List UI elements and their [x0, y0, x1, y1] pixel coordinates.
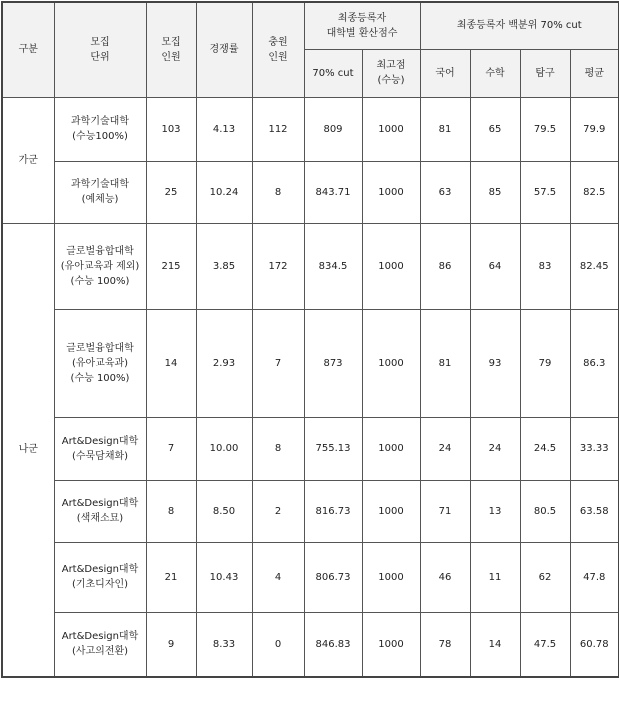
inquiry-cell: 47.5 [520, 612, 570, 677]
unit-cell [54, 480, 146, 542]
rate-cell: 10.43 [196, 542, 252, 612]
unit-line: 글로벌융합대학 [66, 245, 134, 257]
math-cell: 13 [470, 480, 520, 542]
unit-line: (예체능) [81, 194, 119, 205]
math-cell: 11 [470, 542, 520, 612]
avg-cell: 60.78 [570, 612, 619, 677]
header-quota: 모집 인원 [146, 2, 196, 97]
unit-line: (유아교육과 제외) [60, 260, 140, 272]
max-cell: 1000 [362, 542, 420, 612]
header-korean: 국어 [420, 49, 470, 97]
table-body [2, 97, 619, 677]
fill-cell: 7 [252, 309, 304, 417]
quota-cell: 9 [146, 612, 196, 677]
fill-cell: 4 [252, 542, 304, 612]
avg-cell: 47.8 [570, 542, 619, 612]
max-cell: 1000 [362, 480, 420, 542]
unit-line: (수능 100%) [70, 275, 130, 287]
max-cell: 1000 [362, 97, 420, 161]
inquiry-cell: 83 [520, 223, 570, 309]
max-cell: 1000 [362, 161, 420, 223]
table-header [2, 2, 619, 97]
avg-cell: 63.58 [570, 480, 619, 542]
avg-cell: 82.45 [570, 223, 619, 309]
rate-cell: 10.24 [196, 161, 252, 223]
header-math: 수학 [470, 49, 520, 97]
quota-cell: 14 [146, 309, 196, 417]
korean-cell: 81 [420, 97, 470, 161]
table-row [2, 480, 619, 542]
fill-cell: 2 [252, 480, 304, 542]
unit-cell [54, 161, 146, 223]
math-cell: 24 [470, 417, 520, 480]
fill-cell: 0 [252, 612, 304, 677]
korean-cell: 86 [420, 223, 470, 309]
unit-line: Art&Design대학 [61, 435, 139, 447]
rate-cell: 2.93 [196, 309, 252, 417]
fill-cell: 172 [252, 223, 304, 309]
cut-cell: 816.73 [304, 480, 362, 542]
unit-cell [54, 97, 146, 161]
avg-cell: 33.33 [570, 417, 619, 480]
math-cell: 85 [470, 161, 520, 223]
unit-line: Art&Design대학 [61, 498, 139, 509]
unit-cell [54, 223, 146, 309]
cut-cell: 806.73 [304, 542, 362, 612]
table-row [2, 542, 619, 612]
avg-cell: 82.5 [570, 161, 619, 223]
math-cell: 93 [470, 309, 520, 417]
unit-cell [54, 417, 146, 480]
table-row [2, 97, 619, 161]
fill-cell: 8 [252, 417, 304, 480]
cut-cell: 873 [304, 309, 362, 417]
inquiry-cell: 24.5 [520, 417, 570, 480]
quota-cell: 7 [146, 417, 196, 480]
quota-cell: 215 [146, 223, 196, 309]
unit-line: (수묵담채화) [71, 450, 129, 462]
fill-cell: 112 [252, 97, 304, 161]
unit-line: (기초디자인) [71, 579, 129, 590]
fill-cell: 8 [252, 161, 304, 223]
max-cell: 1000 [362, 417, 420, 480]
group-label: 가군 [2, 97, 54, 223]
unit-cell [54, 309, 146, 417]
unit-line: Art&Design대학 [61, 631, 139, 643]
unit-line: 글로벌융합대학 [66, 342, 134, 354]
cut-cell: 846.83 [304, 612, 362, 677]
inquiry-cell: 62 [520, 542, 570, 612]
inquiry-cell: 79.5 [520, 97, 570, 161]
inquiry-cell: 79 [520, 309, 570, 417]
header-percentile-title: 최종등록자 백분위 70% cut [420, 2, 619, 49]
avg-cell: 79.9 [570, 97, 619, 161]
unit-line: (사고의전환) [71, 646, 129, 658]
group-label: 나군 [2, 223, 54, 677]
admission-results-table [1, 1, 619, 678]
header-average: 평균 [570, 49, 619, 97]
math-cell: 65 [470, 97, 520, 161]
rate-cell: 4.13 [196, 97, 252, 161]
cut-cell: 843.71 [304, 161, 362, 223]
header-group: 구분 [2, 2, 54, 97]
cut-cell: 834.5 [304, 223, 362, 309]
max-cell: 1000 [362, 223, 420, 309]
unit-line: Art&Design대학 [61, 564, 139, 575]
header-max: 최고점 (수능) [362, 49, 420, 97]
max-cell: 1000 [362, 612, 420, 677]
table-row [2, 612, 619, 677]
unit-line: (색채소묘) [76, 513, 124, 524]
korean-cell: 81 [420, 309, 470, 417]
rate-cell: 10.00 [196, 417, 252, 480]
unit-line: 과학기술대학 [71, 116, 129, 127]
unit-line: (유아교육과) [71, 357, 129, 369]
korean-cell: 24 [420, 417, 470, 480]
math-cell: 64 [470, 223, 520, 309]
quota-cell: 25 [146, 161, 196, 223]
inquiry-cell: 57.5 [520, 161, 570, 223]
quota-cell: 103 [146, 97, 196, 161]
unit-line: (수능100%) [72, 131, 128, 142]
unit-cell [54, 542, 146, 612]
quota-cell: 21 [146, 542, 196, 612]
header-unit: 모집 단위 [54, 2, 146, 97]
table-row [2, 161, 619, 223]
unit-cell [54, 612, 146, 677]
table-row [2, 309, 619, 417]
quota-cell: 8 [146, 480, 196, 542]
cut-cell: 809 [304, 97, 362, 161]
unit-line: (수능 100%) [70, 372, 130, 384]
korean-cell: 63 [420, 161, 470, 223]
korean-cell: 46 [420, 542, 470, 612]
rate-cell: 3.85 [196, 223, 252, 309]
rate-cell: 8.50 [196, 480, 252, 542]
korean-cell: 71 [420, 480, 470, 542]
header-cut: 70% cut [304, 49, 362, 97]
table-row [2, 417, 619, 480]
header-fill: 충원 인원 [252, 2, 304, 97]
rate-cell: 8.33 [196, 612, 252, 677]
table-row [2, 223, 619, 309]
math-cell: 14 [470, 612, 520, 677]
header-rate: 경쟁률 [196, 2, 252, 97]
unit-line: 과학기술대학 [71, 179, 129, 190]
avg-cell: 86.3 [570, 309, 619, 417]
max-cell: 1000 [362, 309, 420, 417]
korean-cell: 78 [420, 612, 470, 677]
header-inquiry: 탐구 [520, 49, 570, 97]
header-converted-score: 최종등록자 대학별 환산점수 [304, 2, 420, 49]
inquiry-cell: 80.5 [520, 480, 570, 542]
cut-cell: 755.13 [304, 417, 362, 480]
